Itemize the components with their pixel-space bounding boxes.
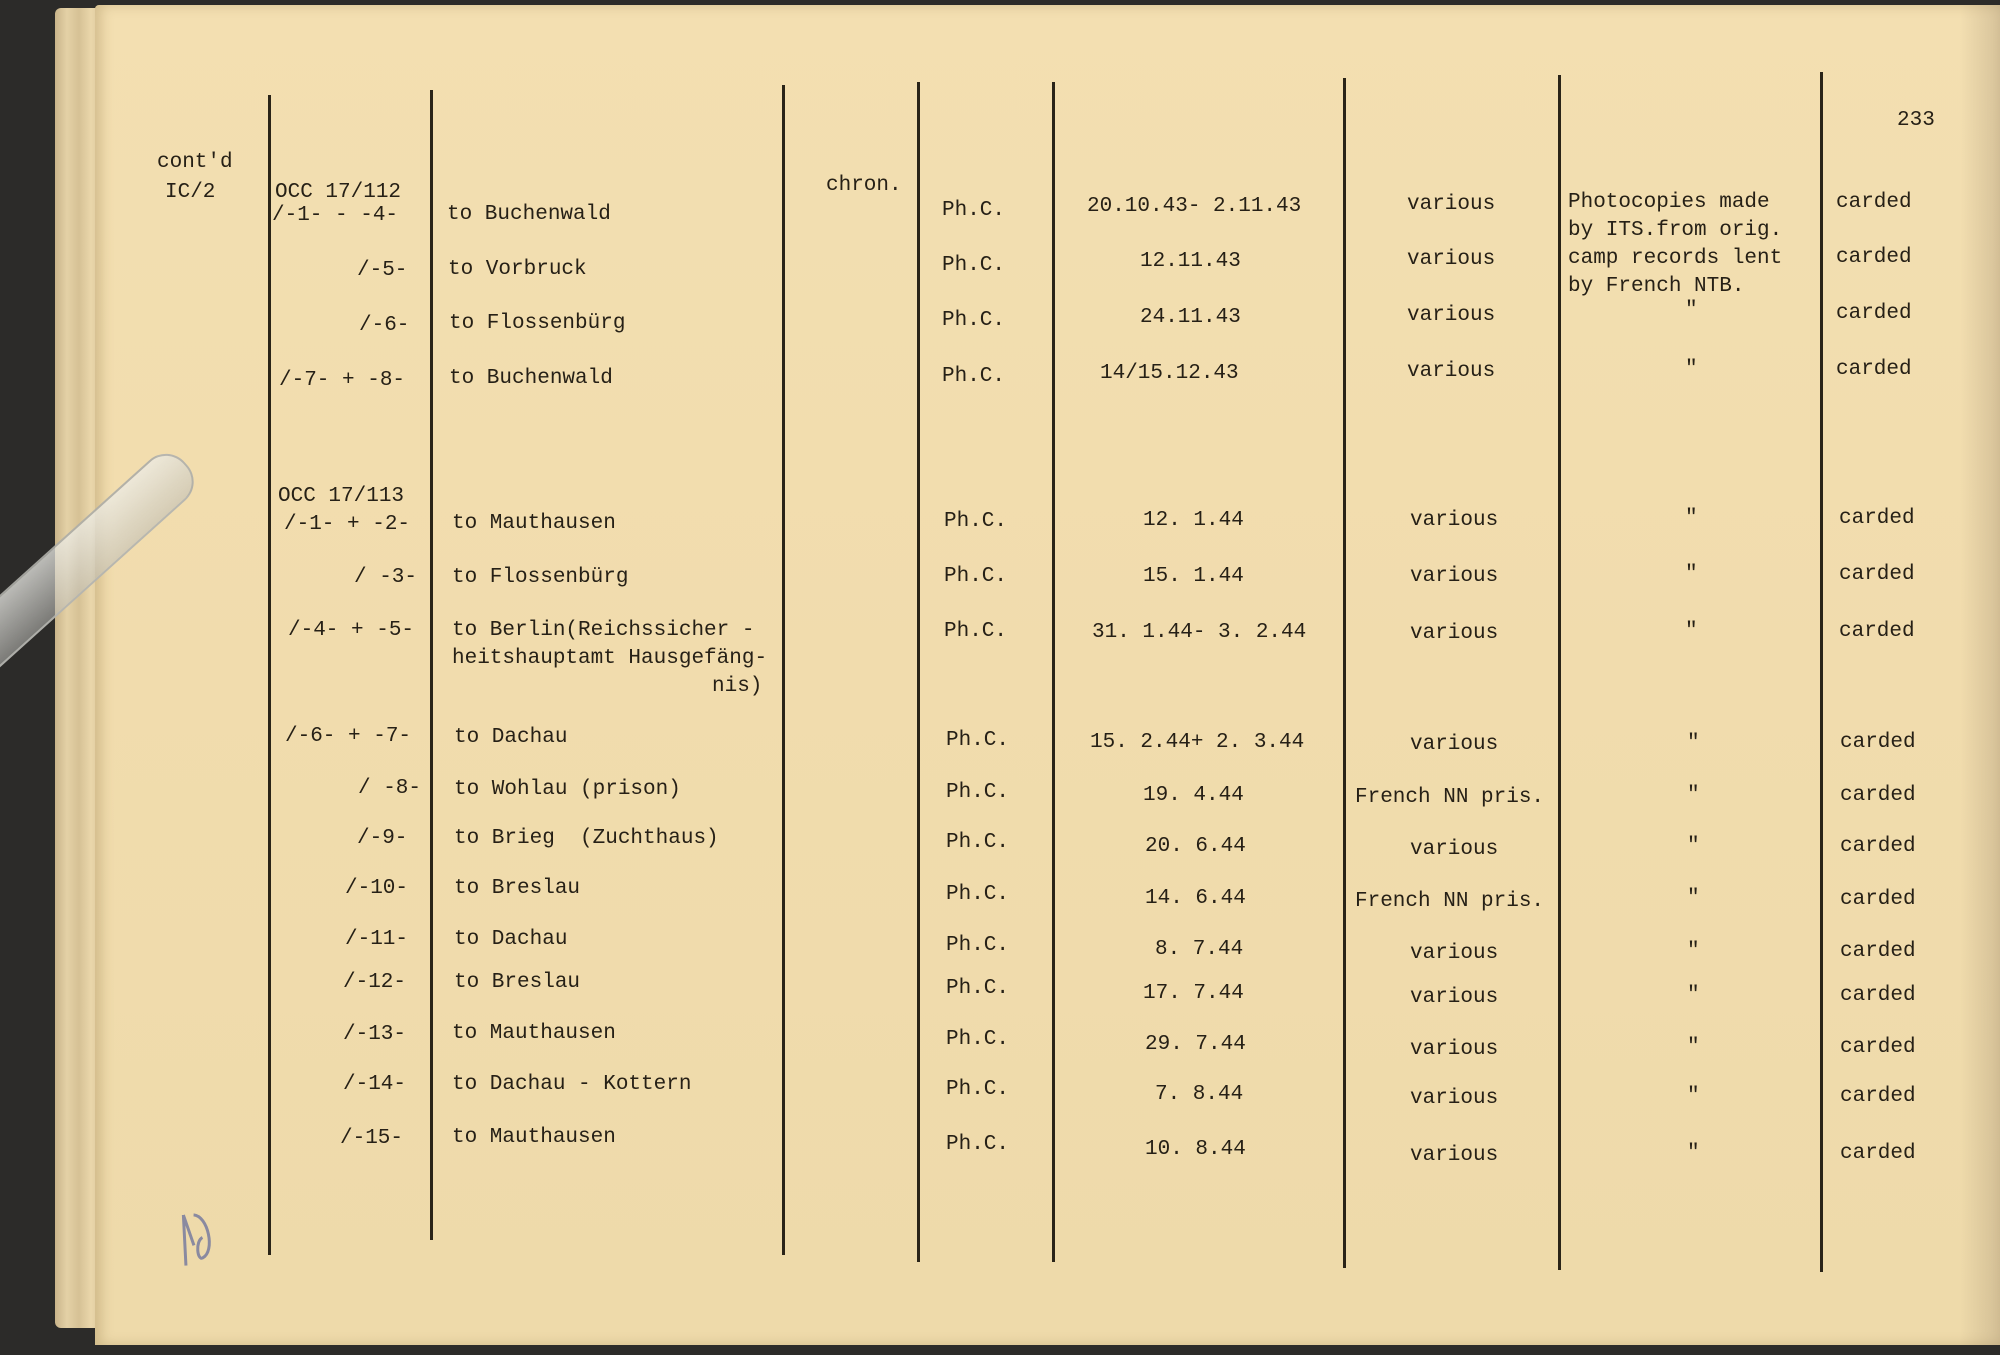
row-ditto: "	[1687, 940, 1700, 963]
column-rule-7	[1558, 75, 1561, 1270]
column-rule-5	[1052, 82, 1055, 1262]
row-ref: /-6- + -7-	[285, 725, 412, 748]
row-date: 31. 1.44- 3. 2.44	[1092, 621, 1307, 644]
row-ditto: "	[1687, 1142, 1700, 1165]
row-date: 24.11.43	[1140, 306, 1241, 329]
occ-112-label: OCC 17/112	[275, 181, 402, 204]
row-ref: /-7- + -8-	[279, 369, 406, 392]
row-ditto: "	[1685, 563, 1698, 586]
row-destination: to Dachau	[454, 928, 568, 951]
row-ditto: "	[1685, 507, 1698, 530]
row-doc-type: Ph.C.	[946, 977, 1010, 1000]
row-destination: to Wohlau (prison)	[454, 778, 681, 801]
row-ditto: "	[1687, 835, 1700, 858]
row-prisoners: various	[1410, 1144, 1499, 1167]
row-ref: /-13-	[343, 1023, 407, 1046]
row-prisoners: various	[1410, 622, 1499, 645]
row-ref: /-5-	[357, 259, 408, 282]
row-date: 17. 7.44	[1143, 982, 1244, 1005]
row-destination: to Mauthausen	[452, 1022, 616, 1045]
row-status: carded	[1836, 358, 1912, 381]
remarks-line-4: by French NTB.	[1568, 275, 1745, 298]
row-ditto: "	[1687, 732, 1700, 755]
row-ditto: "	[1687, 1085, 1700, 1108]
row-ditto: "	[1687, 984, 1700, 1007]
row-doc-type: Ph.C.	[946, 1078, 1010, 1101]
column-rule-8	[1820, 72, 1823, 1272]
row-ref: /-10-	[345, 877, 409, 900]
row-destination: to Brieg (Zuchthaus)	[454, 827, 719, 850]
row-ditto: "	[1687, 887, 1700, 910]
row-doc-type: Ph.C.	[946, 781, 1010, 804]
row-ref: /-4- + -5-	[288, 619, 415, 642]
row-ditto: "	[1685, 358, 1698, 381]
row-date: 15. 2.44+ 2. 3.44	[1090, 731, 1305, 754]
row-ref: /-15-	[340, 1127, 404, 1150]
row-status: carded	[1840, 984, 1916, 1007]
row-status: carded	[1840, 1085, 1916, 1108]
row-date: 15. 1.44	[1143, 565, 1244, 588]
row-doc-type: Ph.C.	[944, 565, 1008, 588]
row-prisoners: various	[1410, 733, 1499, 756]
row-destination: to Breslau	[454, 971, 581, 994]
row-ref: / -8-	[358, 777, 422, 800]
row-status: carded	[1839, 563, 1915, 586]
row-status: carded	[1839, 620, 1915, 643]
row-prisoners: various	[1410, 1087, 1499, 1110]
row-destination: to Flossenbürg	[449, 312, 626, 335]
row-status: carded	[1840, 731, 1916, 754]
row-ref: / -3-	[354, 566, 418, 589]
contd-label: cont'd	[157, 151, 233, 174]
row-status: carded	[1836, 302, 1912, 325]
row-doc-type: Ph.C.	[946, 1028, 1010, 1051]
row-destination: to Dachau - Kottern	[452, 1073, 692, 1096]
row-destination: to Buchenwald	[449, 367, 613, 390]
row-ditto: "	[1685, 299, 1698, 322]
row-ditto: "	[1685, 620, 1698, 643]
row-status: carded	[1840, 940, 1916, 963]
row-status: carded	[1839, 507, 1915, 530]
row-doc-type: Ph.C.	[942, 254, 1006, 277]
row-doc-type: Ph.C.	[942, 365, 1006, 388]
row-date: 19. 4.44	[1143, 784, 1244, 807]
row-date: 7. 8.44	[1155, 1083, 1244, 1106]
row-date: 14. 6.44	[1145, 887, 1246, 910]
row-destination-cont: nis)	[712, 675, 763, 698]
row-destination: to Flossenbürg	[452, 566, 629, 589]
row-destination: to Buchenwald	[447, 203, 611, 226]
row-prisoners: various	[1407, 193, 1496, 216]
row-doc-type: Ph.C.	[944, 510, 1008, 533]
row-ditto: "	[1687, 1036, 1700, 1059]
row-status: carded	[1840, 835, 1916, 858]
row-date: 20.10.43- 2.11.43	[1087, 195, 1302, 218]
column-rule-2	[430, 90, 433, 1240]
row-date: 29. 7.44	[1145, 1033, 1246, 1056]
group-label: IC/2	[165, 181, 216, 204]
row-destination: to Breslau	[454, 877, 581, 900]
row-status: carded	[1840, 1036, 1916, 1059]
column-rule-3	[782, 85, 785, 1255]
row-status: carded	[1836, 246, 1912, 269]
row-date: 12. 1.44	[1143, 509, 1244, 532]
column-rule-6	[1343, 78, 1346, 1268]
page-number: 233	[1897, 109, 1935, 132]
row-destination-cont: heitshauptamt Hausgefäng-	[452, 647, 768, 670]
row-destination: to Mauthausen	[452, 1126, 616, 1149]
row-prisoners: various	[1410, 509, 1499, 532]
row-prisoners: various	[1407, 360, 1496, 383]
row-status: carded	[1840, 1142, 1916, 1165]
row-doc-type: Ph.C.	[946, 883, 1010, 906]
row-prisoners: various	[1407, 304, 1496, 327]
chron-label: chron.	[826, 174, 902, 197]
remarks-line-2: by ITS.from orig.	[1568, 219, 1783, 242]
row-prisoners: various	[1407, 248, 1496, 271]
row-doc-type: Ph.C.	[946, 934, 1010, 957]
row-date: 12.11.43	[1140, 250, 1241, 273]
row-doc-type: Ph.C.	[946, 831, 1010, 854]
row-ref: /-1- - -4-	[272, 204, 399, 227]
row-doc-type: Ph.C.	[942, 199, 1006, 222]
row-destination: to Vorbruck	[448, 258, 587, 281]
row-prisoners: various	[1410, 986, 1499, 1009]
occ-113-label: OCC 17/113	[278, 485, 405, 508]
row-date: 8. 7.44	[1155, 938, 1244, 961]
row-date: 10. 8.44	[1145, 1138, 1246, 1161]
row-doc-type: Ph.C.	[946, 1133, 1010, 1156]
row-destination: to Berlin(Reichssicher -	[452, 619, 755, 642]
row-doc-type: Ph.C.	[944, 620, 1008, 643]
row-ref: /-12-	[343, 971, 407, 994]
row-prisoners: French NN pris.	[1355, 890, 1545, 913]
row-ref: /-1- + -2-	[284, 513, 411, 536]
row-ref: /-6-	[359, 314, 410, 337]
row-doc-type: Ph.C.	[942, 309, 1006, 332]
row-date: 20. 6.44	[1145, 835, 1246, 858]
row-doc-type: Ph.C.	[946, 729, 1010, 752]
row-prisoners: various	[1410, 565, 1499, 588]
row-prisoners: French NN pris.	[1355, 786, 1545, 809]
row-status: carded	[1836, 191, 1912, 214]
page-curl-shadow	[1960, 5, 2000, 1345]
remarks-line-3: camp records lent	[1568, 247, 1783, 270]
row-prisoners: various	[1410, 838, 1499, 861]
row-status: carded	[1840, 888, 1916, 911]
remarks-line-1: Photocopies made	[1568, 191, 1770, 214]
column-rule-1	[268, 95, 271, 1255]
row-ref: /-11-	[345, 928, 409, 951]
row-ditto: "	[1687, 784, 1700, 807]
row-ref: /-9-	[357, 827, 408, 850]
row-destination: to Mauthausen	[452, 512, 616, 535]
row-status: carded	[1840, 784, 1916, 807]
row-prisoners: various	[1410, 942, 1499, 965]
row-date: 14/15.12.43	[1100, 362, 1239, 385]
column-rule-4	[917, 82, 920, 1262]
row-destination: to Dachau	[454, 726, 568, 749]
row-ref: /-14-	[343, 1073, 407, 1096]
row-prisoners: various	[1410, 1038, 1499, 1061]
